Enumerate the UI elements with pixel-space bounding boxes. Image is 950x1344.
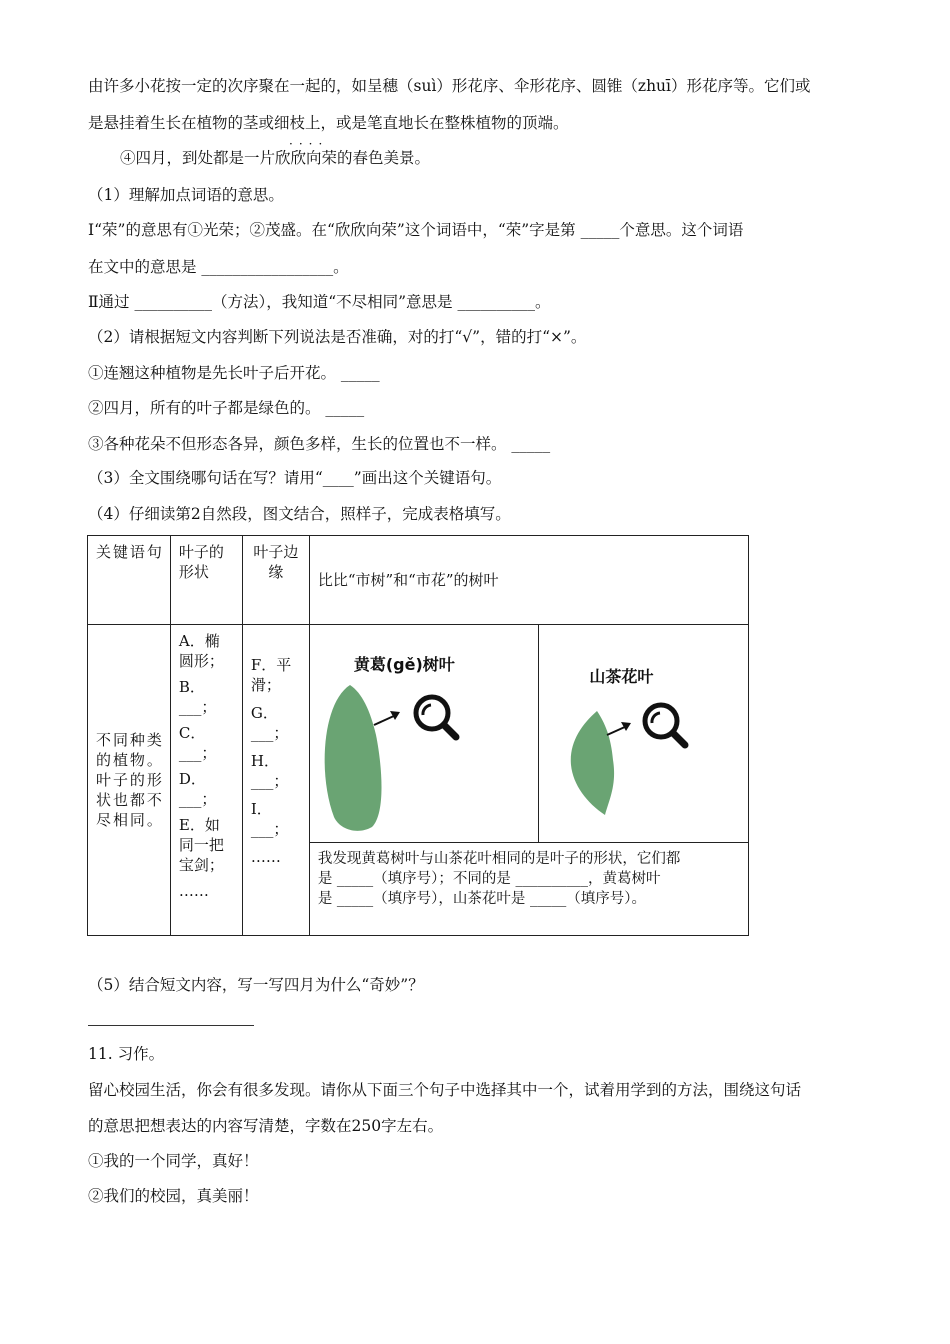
q3-text: （3）全文围绕哪句话在写？请用“____”画出这个关键语句。 xyxy=(88,469,502,487)
key-sentence-cell: 不同种类的植物。叶子的形状也都不尽相同。 xyxy=(88,624,171,935)
passage-line-3: ④四月，到处都是一片欣欣向荣的春色美景。 xyxy=(120,149,431,167)
header-compare: 比比“市树”和“市花”的树叶 xyxy=(309,536,748,625)
passage-line-1: 由许多小花按一定的次序聚在一起的，如呈穗（suì）形花序、伞形花序、圆锥（zhuī）形花序等。它们或 xyxy=(88,77,811,95)
finding-line-1: 我发现黄葛树叶与山茶花叶相同的是叶子的形状，它们都 xyxy=(317,850,681,867)
q1-part-a-line2: 在文中的意思是 _________________。 xyxy=(88,258,349,276)
q1-part-b: Ⅱ通过 __________（方法），我知道“不尽相同”意思是 __________。 xyxy=(88,293,551,311)
shape-item: …… xyxy=(178,881,209,900)
passage-line-2: 是悬挂着生长在植物的茎或细枝上，或是笔直地长在整株植物的顶端。 xyxy=(88,114,569,132)
camellia-leaf-cell xyxy=(539,624,749,842)
shape-item: A．椭圆形； xyxy=(178,631,224,670)
emphasis-dots: ···· xyxy=(289,137,329,151)
shape-item: C．___； xyxy=(178,723,217,762)
q2-title: （2）请根据短文内容判断下列说法是否准确，对的打“√”，错的打“×”。 xyxy=(88,328,587,346)
q1-title: （1）理解加点词语的意思。 xyxy=(88,186,284,204)
header-leaf-shape: 叶子的形状 xyxy=(170,536,242,625)
q2-item-3: ③各种花朵不但形态各异，颜色多样，生长的位置也不一样。 _____ xyxy=(88,435,551,453)
q5-text: （5）结合短文内容，写一写四月为什么“奇妙”？ xyxy=(88,976,424,994)
q1-part-a-line1: Ⅰ“荣”的意思有①光荣；②茂盛。在“欣欣向荣”这个词语中，“荣”字是第 _____个意思。这个词语 xyxy=(88,221,744,239)
q2-item-2: ②四月，所有的叶子都是绿色的。 _____ xyxy=(88,399,365,417)
magnifier-icon xyxy=(416,697,456,737)
header-leaf-edge: 叶子边缘 xyxy=(242,536,309,625)
finding-cell xyxy=(309,842,748,935)
huangge-leaf-icon xyxy=(324,685,381,831)
arrow-line xyxy=(374,715,396,725)
magnifier-icon xyxy=(645,705,685,745)
edge-item: H．___； xyxy=(250,751,289,790)
finding-line-2: 是 _____（填序号）；不同的是 __________，黄葛树叶 xyxy=(317,870,661,887)
huangge-leaf-illustration xyxy=(310,625,539,850)
q4-text: （4）仔细读第2自然段，图文结合，照样子，完成表格填写。 xyxy=(88,505,511,523)
edge-item: …… xyxy=(250,847,281,866)
comparison-table xyxy=(87,535,749,936)
composition-option-2: ②我们的校园，真美丽！ xyxy=(88,1187,259,1205)
edge-item: I．___； xyxy=(250,799,289,838)
edge-item: G．___； xyxy=(250,703,289,742)
answer-line xyxy=(88,1025,254,1026)
composition-line-1: 留心校园生活，你会有很多发现。请你从下面三个句子中选择其中一个，试着用学到的方法，围绕这句话 xyxy=(88,1081,802,1099)
edge-item: F．平滑； xyxy=(250,655,292,694)
camellia-leaf-icon xyxy=(571,711,614,815)
composition-line-2: 的意思把想表达的内容写清楚，字数在250字左右。 xyxy=(88,1117,444,1135)
camellia-leaf-illustration xyxy=(539,625,748,850)
huangge-leaf-title: 黄葛(gě)树叶 xyxy=(353,654,455,674)
shape-item: E．如同一把宝剑； xyxy=(178,815,224,874)
shape-list xyxy=(170,624,242,935)
composition-title: 11. 习作。 xyxy=(88,1045,165,1063)
arrow-head-icon xyxy=(390,711,400,720)
shape-item: B．___； xyxy=(178,677,217,716)
huangge-leaf-cell xyxy=(309,624,539,842)
finding-line-3: 是 _____（填序号），山茶花叶是 _____（填序号）。 xyxy=(317,890,647,907)
header-key-sentence: 关键语句 xyxy=(88,536,171,625)
edge-list xyxy=(242,624,309,935)
shape-item: D．___； xyxy=(178,769,217,808)
camellia-leaf-title: 山茶花叶 xyxy=(589,666,654,686)
arrow-head-icon xyxy=(621,722,631,731)
q2-item-1: ①连翘这种植物是先长叶子后开花。 _____ xyxy=(88,364,380,382)
composition-option-1: ①我的一个同学，真好！ xyxy=(88,1152,259,1170)
